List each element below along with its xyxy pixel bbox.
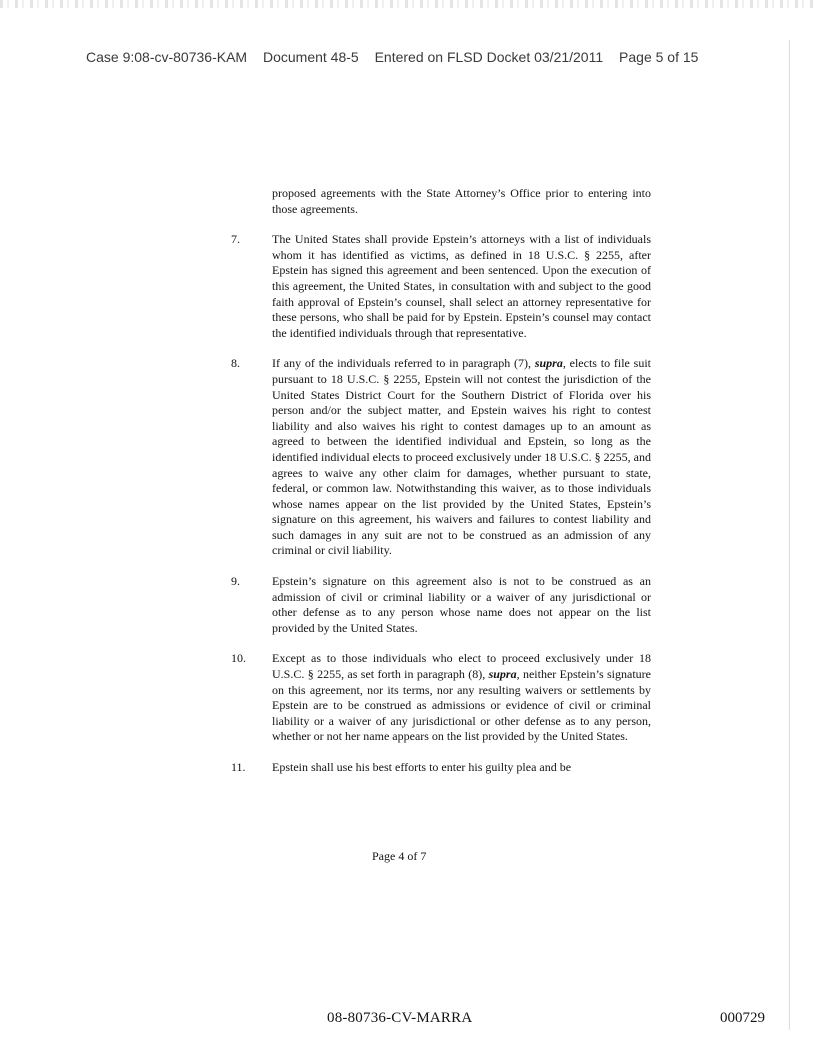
paragraph-number: 8. <box>231 356 240 371</box>
paragraph-number: 11. <box>231 760 246 774</box>
paragraph-text-part: , elects to file suit pursuant to 18 U.S.C. § 2255, Epstein will not contest the jurisdiction of the United States District Court for the Southern District of Florida over his person and/or the subject matter, and Epstein waives his right to contest liability and also waives his right to contest damages up to an amount as agreed to between the identified individual and Epstein, so long as the identified individual elects to proceed exclusively under 18 U.S.C. § 2255, and agrees to waive any other claim for damages, whether pursuant to state, federal, or common law. Notwithstanding this waiver, as to those individuals whose names appear on the list provided by the United States, Epstein’s signature on this agreement, his waivers and failures to contest liability and such damages in any suit are not to be construed as an admission of any criminal or civil liability. <box>272 356 651 558</box>
header-entered: Entered on FLSD Docket 03/21/2011 <box>374 49 604 65</box>
paragraph-text: Epstein’s signature on this agreement also is not to be construed as an admission of civil or criminal liability or a waiver of any jurisdictional or other defense as to any person whose name does not appear on the list provided by the United States. <box>272 574 651 635</box>
paragraph-10 <box>231 651 651 745</box>
paragraph-number: 7. <box>231 232 240 247</box>
paragraph-7 <box>231 232 651 341</box>
paragraph-8 <box>231 356 651 559</box>
paragraph-text-part: If any of the individuals referred to in paragraph (7), <box>272 356 535 371</box>
header-page: Page 5 of 15 <box>619 49 699 65</box>
paragraph-text <box>272 356 651 559</box>
footer-bates-number: 000729 <box>720 1010 765 1026</box>
page-number: Page 4 of 7 <box>372 849 427 863</box>
supra-term: supra <box>534 356 563 371</box>
continuation-paragraph: proposed agreements with the State Attorney’s Office prior to entering into those agreements. <box>272 186 651 216</box>
footer-case-number: 08-80736-CV-MARRA <box>327 1010 473 1026</box>
paragraph-text <box>272 651 651 745</box>
paragraph-number: 9. <box>231 574 240 589</box>
header-document: Document 48-5 <box>262 49 359 65</box>
paragraph-number: 10. <box>231 651 246 666</box>
paragraph-11 <box>231 760 651 776</box>
docket-header <box>86 49 766 65</box>
header-case: Case 9:08-cv-80736-KAM <box>86 49 248 65</box>
paragraph-text-part: , neither Epstein’s signature on this agreement, nor its terms, nor any resulting waivers or settlements by Epstein are to be construed as admissions or evidence of civil or criminal liability or a waiver of any jurisdictional or other defense as to any person, whether or not her name appears on the list provided by the United States. <box>272 667 651 744</box>
agreement-body <box>231 186 651 776</box>
paragraph-text-part: Except as to those individuals who elect to proceed exclusively under 18 U.S.C. § 2255, as set forth in paragraph (8), <box>272 651 651 682</box>
scan-edge-artifact <box>0 0 816 8</box>
supra-term: supra <box>488 667 517 682</box>
paragraph-text: Epstein shall use his best efforts to enter his guilty plea and be <box>272 760 572 774</box>
paragraph-9 <box>231 574 651 636</box>
scan-margin-line <box>789 40 790 1030</box>
paragraph-text: The United States shall provide Epstein’s attorneys with a list of individuals whom it has identified as victims, as defined in 18 U.S.C. § 2255, after Epstein has signed this agreement and been sentenced. Upon the execution of this agreement, the United States, in consultation with and subject to the good faith approval of Epstein’s counsel, shall select an attorney representative for these persons, who shall be paid for by Epstein. Epstein’s counsel may contact the identified individuals through that representative. <box>272 232 651 340</box>
